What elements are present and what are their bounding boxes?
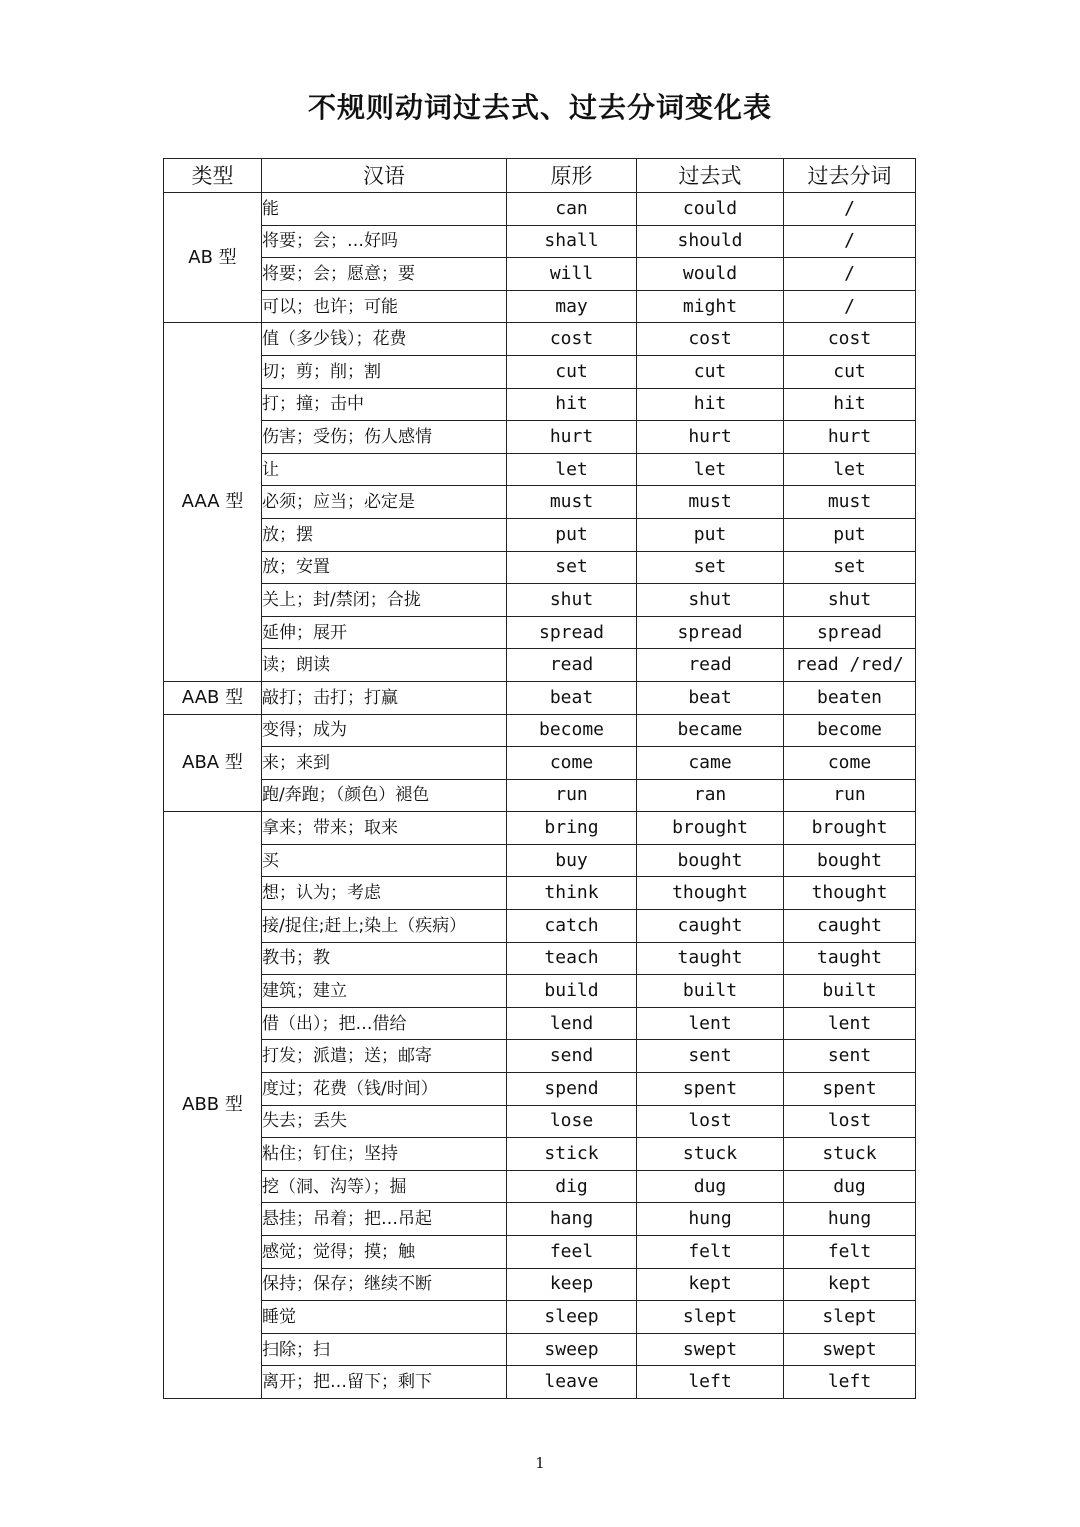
base-form-cell: lose xyxy=(507,1105,637,1138)
table-row xyxy=(164,1105,916,1138)
past-participle-cell: let xyxy=(784,453,916,486)
table-row xyxy=(164,649,916,682)
chinese-meaning-cell: 想；认为；考虑 xyxy=(262,877,507,910)
past-participle-cell: / xyxy=(784,258,916,291)
chinese-meaning-cell: 必须；应当；必定是 xyxy=(262,486,507,519)
base-form-cell: put xyxy=(507,518,637,551)
chinese-meaning-cell: 借（出）；把…借给 xyxy=(262,1007,507,1040)
past-tense-cell: must xyxy=(637,486,784,519)
base-form-cell: sweep xyxy=(507,1333,637,1366)
past-tense-cell: shut xyxy=(637,584,784,617)
irregular-verbs-table xyxy=(163,158,916,1399)
chinese-meaning-cell: 拿来；带来；取来 xyxy=(262,812,507,845)
table-row xyxy=(164,1301,916,1334)
base-form-cell: stick xyxy=(507,1138,637,1171)
past-participle-cell: swept xyxy=(784,1333,916,1366)
table-row xyxy=(164,1366,916,1399)
past-participle-cell: / xyxy=(784,193,916,226)
chinese-meaning-cell: 保持；保存；继续不断 xyxy=(262,1268,507,1301)
past-tense-cell: bought xyxy=(637,844,784,877)
base-form-cell: teach xyxy=(507,942,637,975)
chinese-meaning-cell: 扫除；扫 xyxy=(262,1333,507,1366)
past-participle-cell: become xyxy=(784,714,916,747)
chinese-meaning-cell: 挖（洞、沟等）；掘 xyxy=(262,1170,507,1203)
base-form-cell: think xyxy=(507,877,637,910)
chinese-meaning-cell: 放；摆 xyxy=(262,518,507,551)
table-row xyxy=(164,714,916,747)
chinese-meaning-cell: 建筑；建立 xyxy=(262,975,507,1008)
base-form-cell: shall xyxy=(507,225,637,258)
past-participle-cell: run xyxy=(784,779,916,812)
verb-type-cell: AAA 型 xyxy=(164,323,262,682)
past-participle-cell: taught xyxy=(784,942,916,975)
table-row xyxy=(164,1170,916,1203)
base-form-cell: keep xyxy=(507,1268,637,1301)
chinese-meaning-cell: 伤害；受伤；伤人感情 xyxy=(262,421,507,454)
past-tense-cell: came xyxy=(637,747,784,780)
chinese-meaning-cell: 来；来到 xyxy=(262,747,507,780)
chinese-meaning-cell: 教书；教 xyxy=(262,942,507,975)
table-row xyxy=(164,681,916,714)
past-tense-cell: ran xyxy=(637,779,784,812)
base-form-cell: shut xyxy=(507,584,637,617)
table-row xyxy=(164,453,916,486)
past-participle-cell: hurt xyxy=(784,421,916,454)
table-row xyxy=(164,812,916,845)
header-past-tense: 过去式 xyxy=(637,159,784,193)
chinese-meaning-cell: 能 xyxy=(262,193,507,226)
table-row xyxy=(164,551,916,584)
past-participle-cell: read /red/ xyxy=(784,649,916,682)
past-tense-cell: read xyxy=(637,649,784,682)
table-body xyxy=(164,193,916,1399)
past-tense-cell: cut xyxy=(637,355,784,388)
past-tense-cell: would xyxy=(637,258,784,291)
chinese-meaning-cell: 接/捉住;赶上;染上（疾病） xyxy=(262,910,507,943)
chinese-meaning-cell: 将要；会；愿意；要 xyxy=(262,258,507,291)
chinese-meaning-cell: 打；撞；击中 xyxy=(262,388,507,421)
table-row xyxy=(164,942,916,975)
past-tense-cell: swept xyxy=(637,1333,784,1366)
base-form-cell: let xyxy=(507,453,637,486)
header-chinese: 汉语 xyxy=(262,159,507,193)
past-participle-cell: dug xyxy=(784,1170,916,1203)
base-form-cell: feel xyxy=(507,1236,637,1269)
header-base-form: 原形 xyxy=(507,159,637,193)
past-tense-cell: left xyxy=(637,1366,784,1399)
past-participle-cell: / xyxy=(784,225,916,258)
past-tense-cell: built xyxy=(637,975,784,1008)
table-row xyxy=(164,1268,916,1301)
base-form-cell: build xyxy=(507,975,637,1008)
base-form-cell: run xyxy=(507,779,637,812)
past-participle-cell: brought xyxy=(784,812,916,845)
past-tense-cell: stuck xyxy=(637,1138,784,1171)
table-row xyxy=(164,323,916,356)
base-form-cell: hit xyxy=(507,388,637,421)
chinese-meaning-cell: 延伸；展开 xyxy=(262,616,507,649)
past-tense-cell: spent xyxy=(637,1073,784,1106)
past-participle-cell: lent xyxy=(784,1007,916,1040)
past-participle-cell: spread xyxy=(784,616,916,649)
header-past-participle: 过去分词 xyxy=(784,159,916,193)
base-form-cell: cut xyxy=(507,355,637,388)
verb-type-cell: AB 型 xyxy=(164,193,262,323)
past-tense-cell: dug xyxy=(637,1170,784,1203)
table-row xyxy=(164,193,916,226)
past-tense-cell: let xyxy=(637,453,784,486)
past-participle-cell: sent xyxy=(784,1040,916,1073)
past-tense-cell: hurt xyxy=(637,421,784,454)
chinese-meaning-cell: 度过；花费（钱/时间） xyxy=(262,1073,507,1106)
chinese-meaning-cell: 打发；派遣；送；邮寄 xyxy=(262,1040,507,1073)
table-row xyxy=(164,1203,916,1236)
past-participle-cell: hung xyxy=(784,1203,916,1236)
chinese-meaning-cell: 可以；也许；可能 xyxy=(262,290,507,323)
table-row xyxy=(164,486,916,519)
chinese-meaning-cell: 读；朗读 xyxy=(262,649,507,682)
table-row xyxy=(164,1040,916,1073)
past-participle-cell: cost xyxy=(784,323,916,356)
base-form-cell: leave xyxy=(507,1366,637,1399)
table-row xyxy=(164,975,916,1008)
table-row xyxy=(164,421,916,454)
past-participle-cell: left xyxy=(784,1366,916,1399)
table-row xyxy=(164,1236,916,1269)
chinese-meaning-cell: 粘住；钉住；坚持 xyxy=(262,1138,507,1171)
base-form-cell: spread xyxy=(507,616,637,649)
chinese-meaning-cell: 失去；丢失 xyxy=(262,1105,507,1138)
table-row xyxy=(164,910,916,943)
table-row xyxy=(164,290,916,323)
chinese-meaning-cell: 跑/奔跑；（颜色）褪色 xyxy=(262,779,507,812)
table-row xyxy=(164,844,916,877)
past-tense-cell: became xyxy=(637,714,784,747)
table-row xyxy=(164,1138,916,1171)
past-tense-cell: cost xyxy=(637,323,784,356)
past-tense-cell: could xyxy=(637,193,784,226)
base-form-cell: must xyxy=(507,486,637,519)
table-row xyxy=(164,747,916,780)
past-tense-cell: lost xyxy=(637,1105,784,1138)
past-tense-cell: hit xyxy=(637,388,784,421)
past-participle-cell: kept xyxy=(784,1268,916,1301)
past-participle-cell: put xyxy=(784,518,916,551)
base-form-cell: read xyxy=(507,649,637,682)
past-participle-cell: lost xyxy=(784,1105,916,1138)
page-title: 不规则动词过去式、过去分词变化表 xyxy=(307,91,772,124)
verb-type-cell: ABB 型 xyxy=(164,812,262,1399)
base-form-cell: beat xyxy=(507,681,637,714)
table-row xyxy=(164,1007,916,1040)
past-participle-cell: cut xyxy=(784,355,916,388)
table-row xyxy=(164,1073,916,1106)
table-row xyxy=(164,584,916,617)
past-tense-cell: might xyxy=(637,290,784,323)
chinese-meaning-cell: 感觉；觉得；摸；触 xyxy=(262,1236,507,1269)
chinese-meaning-cell: 睡觉 xyxy=(262,1301,507,1334)
past-participle-cell: caught xyxy=(784,910,916,943)
chinese-meaning-cell: 离开；把…留下；剩下 xyxy=(262,1366,507,1399)
verb-type-cell: AAB 型 xyxy=(164,681,262,714)
verb-type-cell: ABA 型 xyxy=(164,714,262,812)
past-tense-cell: beat xyxy=(637,681,784,714)
base-form-cell: set xyxy=(507,551,637,584)
past-participle-cell: shut xyxy=(784,584,916,617)
chinese-meaning-cell: 买 xyxy=(262,844,507,877)
past-tense-cell: hung xyxy=(637,1203,784,1236)
base-form-cell: bring xyxy=(507,812,637,845)
past-participle-cell: spent xyxy=(784,1073,916,1106)
past-participle-cell: thought xyxy=(784,877,916,910)
table-row xyxy=(164,355,916,388)
base-form-cell: will xyxy=(507,258,637,291)
past-tense-cell: taught xyxy=(637,942,784,975)
chinese-meaning-cell: 让 xyxy=(262,453,507,486)
base-form-cell: may xyxy=(507,290,637,323)
table-row xyxy=(164,616,916,649)
base-form-cell: send xyxy=(507,1040,637,1073)
past-participle-cell: slept xyxy=(784,1301,916,1334)
past-tense-cell: sent xyxy=(637,1040,784,1073)
past-participle-cell: hit xyxy=(784,388,916,421)
table-row xyxy=(164,518,916,551)
base-form-cell: dig xyxy=(507,1170,637,1203)
base-form-cell: catch xyxy=(507,910,637,943)
past-participle-cell: bought xyxy=(784,844,916,877)
chinese-meaning-cell: 敲打；击打；打赢 xyxy=(262,681,507,714)
table-row xyxy=(164,877,916,910)
table-row xyxy=(164,388,916,421)
past-participle-cell: beaten xyxy=(784,681,916,714)
base-form-cell: hang xyxy=(507,1203,637,1236)
table-row xyxy=(164,779,916,812)
base-form-cell: hurt xyxy=(507,421,637,454)
past-tense-cell: brought xyxy=(637,812,784,845)
chinese-meaning-cell: 将要；会；…好吗 xyxy=(262,225,507,258)
base-form-cell: become xyxy=(507,714,637,747)
past-tense-cell: felt xyxy=(637,1236,784,1269)
past-tense-cell: slept xyxy=(637,1301,784,1334)
past-participle-cell: stuck xyxy=(784,1138,916,1171)
past-participle-cell: / xyxy=(784,290,916,323)
chinese-meaning-cell: 放；安置 xyxy=(262,551,507,584)
chinese-meaning-cell: 变得；成为 xyxy=(262,714,507,747)
chinese-meaning-cell: 值（多少钱）；花费 xyxy=(262,323,507,356)
past-tense-cell: put xyxy=(637,518,784,551)
past-tense-cell: thought xyxy=(637,877,784,910)
chinese-meaning-cell: 切；剪；削；割 xyxy=(262,355,507,388)
past-tense-cell: should xyxy=(637,225,784,258)
base-form-cell: come xyxy=(507,747,637,780)
past-participle-cell: must xyxy=(784,486,916,519)
chinese-meaning-cell: 悬挂；吊着；把…吊起 xyxy=(262,1203,507,1236)
table-row xyxy=(164,1333,916,1366)
past-participle-cell: set xyxy=(784,551,916,584)
table-row xyxy=(164,258,916,291)
base-form-cell: cost xyxy=(507,323,637,356)
base-form-cell: can xyxy=(507,193,637,226)
past-tense-cell: lent xyxy=(637,1007,784,1040)
header-type: 类型 xyxy=(164,159,262,193)
base-form-cell: lend xyxy=(507,1007,637,1040)
base-form-cell: spend xyxy=(507,1073,637,1106)
past-tense-cell: set xyxy=(637,551,784,584)
table-header-row xyxy=(164,159,916,193)
past-tense-cell: spread xyxy=(637,616,784,649)
past-tense-cell: caught xyxy=(637,910,784,943)
base-form-cell: buy xyxy=(507,844,637,877)
base-form-cell: sleep xyxy=(507,1301,637,1334)
past-participle-cell: felt xyxy=(784,1236,916,1269)
past-tense-cell: kept xyxy=(637,1268,784,1301)
past-participle-cell: come xyxy=(784,747,916,780)
past-participle-cell: built xyxy=(784,975,916,1008)
table-row xyxy=(164,225,916,258)
page-number: 1 xyxy=(535,1454,545,1472)
chinese-meaning-cell: 关上；封/禁闭；合拢 xyxy=(262,584,507,617)
